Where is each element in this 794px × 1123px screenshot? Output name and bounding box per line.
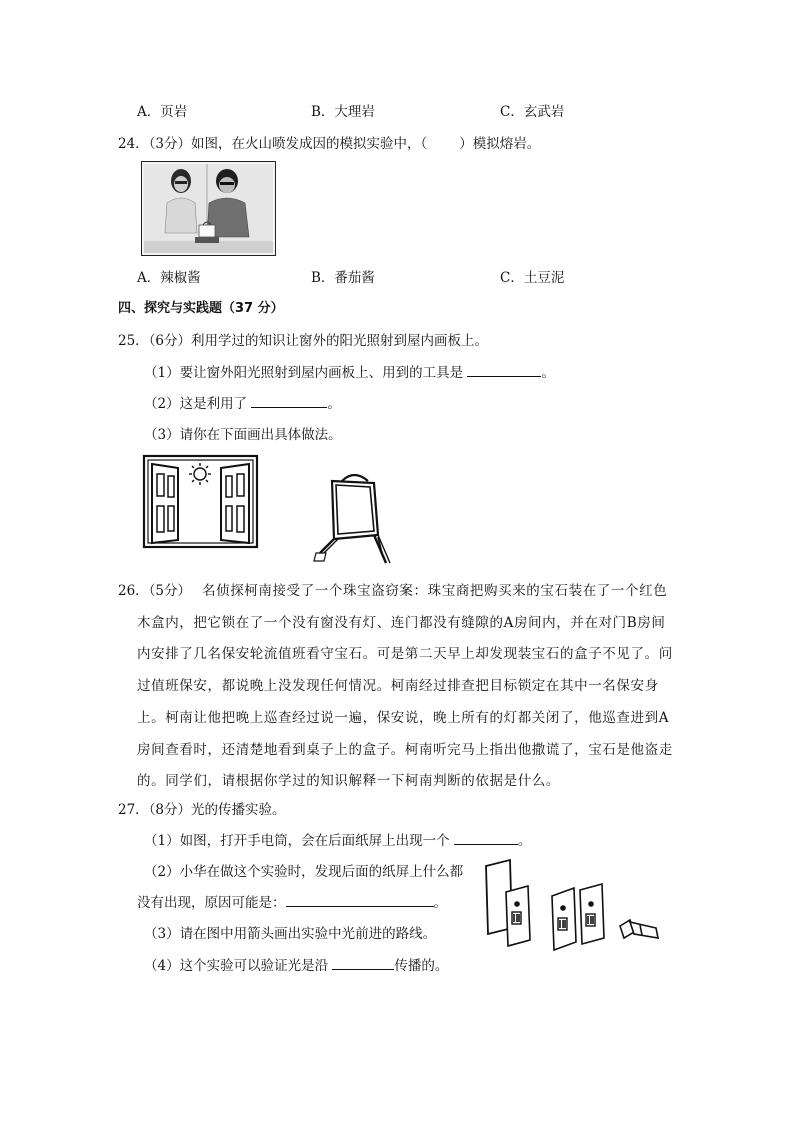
- q27-sub4: （4）这个实验可以验证光是沿 传播的。: [144, 958, 449, 974]
- q27-sub3: （3）请在图中用箭头画出实验中光前进的路线。: [144, 926, 437, 942]
- answer-blank[interactable]: [454, 831, 518, 845]
- q26-number: 26．（5分）: [118, 583, 192, 599]
- card-screen-2: [552, 888, 576, 950]
- q27-sub2-line1: （2）小华在做这个实验时，发现后面的纸屏上什么都: [144, 864, 464, 880]
- answer-blank[interactable]: [286, 893, 434, 907]
- q24-stem: 24．（3分）如图，在火山喷发成因的模拟实验中，（ ）模拟熔岩。: [118, 136, 541, 152]
- card-screen-3: [580, 884, 604, 944]
- q24-option-b: B．番茄酱: [311, 270, 375, 286]
- sun-icon: [189, 463, 211, 485]
- q25-stem: 25．（6分）利用学过的知识让窗外的阳光照射到屋内画板上。: [118, 333, 489, 349]
- answer-blank[interactable]: [467, 363, 541, 377]
- answer-blank[interactable]: [332, 956, 394, 970]
- q23-option-a: A．页岩: [137, 104, 188, 120]
- answer-blank[interactable]: [251, 394, 327, 408]
- card-screen-1: [506, 886, 530, 946]
- q26-paragraph: 名侦探柯南接受了一个珠宝盗窃案：珠宝商把购买来的宝石装在了一个红色木盒内，把它锁在了一个没有窗没有灯、连门都没有缝隙的A房间内，并在对门B房间内安排了几名保安轮流值班看守宝石。可是第二天早上却发现装宝石的盒子不见了。问过值班保安，都说晚上没发现任何情况。柯南经过排查把目标锁定在其中一名保安身上。柯南让他把晚上巡查经过说一遍，保安说，晚上所有的灯都关闭了，他巡查进到A房间查看时，还清楚地看到桌子上的盒子。柯南听完马上指出他撒谎了，宝石是他盗走的。同学们，请根据你学过的知识解释一下柯南判断的依据是什么。: [137, 583, 673, 790]
- easel-drawing-board-illustration: [312, 467, 394, 567]
- q25-sub2: （2）这是利用了 。: [144, 396, 341, 412]
- q24-option-a: A．辣椒酱: [137, 270, 201, 286]
- q27-sub2-line2: 没有出现，原因可能是： 。: [137, 895, 447, 911]
- q23-option-c: C．玄武岩: [500, 104, 565, 120]
- q24-option-c: C．土豆泥: [500, 270, 565, 286]
- q27-sub1: （1）如图，打开手电筒，会在后面纸屏上出现一个 。: [144, 833, 532, 849]
- q27-stem: 27．（8分）光的传播实验。: [118, 802, 286, 818]
- q23-option-b: B．大理岩: [311, 104, 375, 120]
- q25-sub1: （1）要让窗外阳光照射到屋内画板上、用到的工具是 。: [144, 365, 555, 381]
- volcano-experiment-photo: [141, 161, 276, 256]
- q25-sub3: （3）请你在下面画出具体做法。: [144, 427, 342, 443]
- window-with-sun-illustration: [142, 454, 260, 550]
- section-heading: 四、探究与实践题（37 分）: [118, 301, 284, 316]
- light-experiment-illustration: [484, 858, 666, 954]
- flashlight-icon: [620, 920, 658, 938]
